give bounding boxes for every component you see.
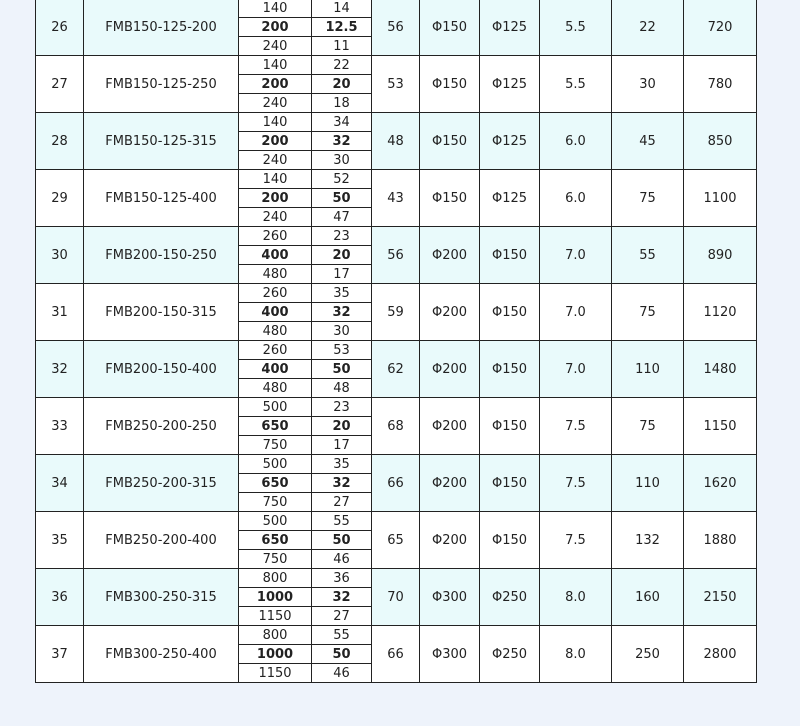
outlet-diameter: Φ125	[480, 113, 540, 170]
model-name: FMB300-250-400	[84, 626, 239, 683]
flow-value: 500	[239, 398, 312, 417]
inlet-diameter: Φ200	[420, 455, 480, 512]
model-name: FMB200-150-400	[84, 341, 239, 398]
flow-value: 140	[239, 56, 312, 75]
efficiency: 56	[372, 227, 420, 284]
head-value: 46	[312, 550, 372, 569]
inlet-diameter: Φ150	[420, 0, 480, 56]
motor-power: 160	[612, 569, 684, 626]
pump-weight: 2800	[684, 626, 757, 683]
table-row	[36, 284, 757, 303]
model-name: FMB300-250-315	[84, 569, 239, 626]
model-name: FMB150-125-250	[84, 56, 239, 113]
head-value: 35	[312, 455, 372, 474]
efficiency: 68	[372, 398, 420, 455]
head-value: 27	[312, 493, 372, 512]
inlet-diameter: Φ300	[420, 626, 480, 683]
head-value: 35	[312, 284, 372, 303]
motor-power: 110	[612, 341, 684, 398]
inlet-diameter: Φ200	[420, 341, 480, 398]
head-value: 11	[312, 37, 372, 56]
table-row	[36, 227, 757, 246]
efficiency: 43	[372, 170, 420, 227]
outlet-diameter: Φ150	[480, 341, 540, 398]
table-row	[36, 455, 757, 474]
flow-value: 480	[239, 379, 312, 398]
flow-value: 200	[239, 189, 312, 208]
pump-weight: 1150	[684, 398, 757, 455]
model-name: FMB250-200-250	[84, 398, 239, 455]
model-name: FMB150-125-400	[84, 170, 239, 227]
head-value: 27	[312, 607, 372, 626]
head-value: 30	[312, 151, 372, 170]
flow-value: 750	[239, 436, 312, 455]
flow-value: 140	[239, 0, 312, 18]
head-value: 17	[312, 436, 372, 455]
outlet-diameter: Φ150	[480, 455, 540, 512]
motor-power: 75	[612, 170, 684, 227]
outlet-diameter: Φ125	[480, 170, 540, 227]
npsh-value: 5.5	[540, 0, 612, 56]
pump-weight: 890	[684, 227, 757, 284]
npsh-value: 7.5	[540, 398, 612, 455]
npsh-value: 7.0	[540, 227, 612, 284]
npsh-value: 7.5	[540, 512, 612, 569]
head-value: 34	[312, 113, 372, 132]
efficiency: 66	[372, 455, 420, 512]
model-name: FMB150-125-315	[84, 113, 239, 170]
inlet-diameter: Φ200	[420, 284, 480, 341]
npsh-value: 8.0	[540, 569, 612, 626]
npsh-value: 7.0	[540, 284, 612, 341]
flow-value: 480	[239, 265, 312, 284]
table-row	[36, 0, 757, 18]
outlet-diameter: Φ150	[480, 227, 540, 284]
flow-value: 400	[239, 360, 312, 379]
outlet-diameter: Φ150	[480, 512, 540, 569]
row-number: 37	[36, 626, 84, 683]
flow-value: 200	[239, 75, 312, 94]
npsh-value: 6.0	[540, 113, 612, 170]
pump-weight: 1620	[684, 455, 757, 512]
efficiency: 66	[372, 626, 420, 683]
efficiency: 62	[372, 341, 420, 398]
table-row	[36, 626, 757, 645]
row-number: 32	[36, 341, 84, 398]
row-number: 35	[36, 512, 84, 569]
head-value: 20	[312, 246, 372, 265]
row-number: 27	[36, 56, 84, 113]
table-row	[36, 512, 757, 531]
flow-value: 140	[239, 113, 312, 132]
head-value: 23	[312, 227, 372, 246]
flow-value: 650	[239, 417, 312, 436]
motor-power: 55	[612, 227, 684, 284]
table-body	[36, 0, 757, 683]
head-value: 32	[312, 588, 372, 607]
head-value: 32	[312, 474, 372, 493]
inlet-diameter: Φ150	[420, 170, 480, 227]
flow-value: 1000	[239, 645, 312, 664]
motor-power: 75	[612, 284, 684, 341]
head-value: 47	[312, 208, 372, 227]
head-value: 53	[312, 341, 372, 360]
inlet-diameter: Φ200	[420, 227, 480, 284]
flow-value: 240	[239, 94, 312, 113]
flow-value: 750	[239, 493, 312, 512]
efficiency: 56	[372, 0, 420, 56]
row-number: 28	[36, 113, 84, 170]
flow-value: 260	[239, 284, 312, 303]
flow-value: 750	[239, 550, 312, 569]
head-value: 52	[312, 170, 372, 189]
head-value: 55	[312, 626, 372, 645]
inlet-diameter: Φ200	[420, 512, 480, 569]
flow-value: 260	[239, 341, 312, 360]
head-value: 55	[312, 512, 372, 531]
row-number: 29	[36, 170, 84, 227]
head-value: 48	[312, 379, 372, 398]
pump-weight: 720	[684, 0, 757, 56]
flow-value: 1000	[239, 588, 312, 607]
efficiency: 65	[372, 512, 420, 569]
page-bottom-margin	[0, 705, 800, 726]
motor-power: 75	[612, 398, 684, 455]
inlet-diameter: Φ150	[420, 113, 480, 170]
row-number: 34	[36, 455, 84, 512]
outlet-diameter: Φ250	[480, 626, 540, 683]
head-value: 50	[312, 531, 372, 550]
head-value: 50	[312, 189, 372, 208]
motor-power: 22	[612, 0, 684, 56]
outlet-diameter: Φ150	[480, 284, 540, 341]
efficiency: 59	[372, 284, 420, 341]
inlet-diameter: Φ200	[420, 398, 480, 455]
flow-value: 400	[239, 303, 312, 322]
head-value: 46	[312, 664, 372, 683]
outlet-diameter: Φ250	[480, 569, 540, 626]
row-number: 26	[36, 0, 84, 56]
model-name: FMB250-200-400	[84, 512, 239, 569]
model-name: FMB150-125-200	[84, 0, 239, 56]
efficiency: 48	[372, 113, 420, 170]
npsh-value: 5.5	[540, 56, 612, 113]
head-value: 32	[312, 303, 372, 322]
pump-weight: 2150	[684, 569, 757, 626]
row-number: 33	[36, 398, 84, 455]
inlet-diameter: Φ300	[420, 569, 480, 626]
head-value: 36	[312, 569, 372, 588]
motor-power: 132	[612, 512, 684, 569]
model-name: FMB200-150-250	[84, 227, 239, 284]
motor-power: 110	[612, 455, 684, 512]
pump-spec-table	[35, 0, 757, 683]
head-value: 18	[312, 94, 372, 113]
flow-value: 240	[239, 151, 312, 170]
flow-value: 1150	[239, 607, 312, 626]
head-value: 22	[312, 56, 372, 75]
head-value: 32	[312, 132, 372, 151]
head-value: 30	[312, 322, 372, 341]
outlet-diameter: Φ125	[480, 56, 540, 113]
npsh-value: 8.0	[540, 626, 612, 683]
head-value: 23	[312, 398, 372, 417]
row-number: 36	[36, 569, 84, 626]
flow-value: 1150	[239, 664, 312, 683]
motor-power: 45	[612, 113, 684, 170]
table-row	[36, 398, 757, 417]
motor-power: 250	[612, 626, 684, 683]
outlet-diameter: Φ150	[480, 398, 540, 455]
table-row	[36, 569, 757, 588]
flow-value: 200	[239, 18, 312, 37]
flow-value: 650	[239, 531, 312, 550]
pump-weight: 1480	[684, 341, 757, 398]
flow-value: 500	[239, 512, 312, 531]
flow-value: 140	[239, 170, 312, 189]
head-value: 12.5	[312, 18, 372, 37]
inlet-diameter: Φ150	[420, 56, 480, 113]
head-value: 20	[312, 75, 372, 94]
flow-value: 650	[239, 474, 312, 493]
flow-value: 240	[239, 208, 312, 227]
model-name: FMB250-200-315	[84, 455, 239, 512]
table-row	[36, 113, 757, 132]
head-value: 50	[312, 645, 372, 664]
row-number: 31	[36, 284, 84, 341]
flow-value: 200	[239, 132, 312, 151]
table-row	[36, 56, 757, 75]
row-number: 30	[36, 227, 84, 284]
pump-weight: 1880	[684, 512, 757, 569]
pump-weight: 850	[684, 113, 757, 170]
pump-weight: 1100	[684, 170, 757, 227]
outlet-diameter: Φ125	[480, 0, 540, 56]
head-value: 14	[312, 0, 372, 18]
flow-value: 400	[239, 246, 312, 265]
efficiency: 53	[372, 56, 420, 113]
flow-value: 500	[239, 455, 312, 474]
model-name: FMB200-150-315	[84, 284, 239, 341]
efficiency: 70	[372, 569, 420, 626]
motor-power: 30	[612, 56, 684, 113]
pump-weight: 1120	[684, 284, 757, 341]
flow-value: 480	[239, 322, 312, 341]
flow-value: 240	[239, 37, 312, 56]
flow-value: 260	[239, 227, 312, 246]
npsh-value: 7.5	[540, 455, 612, 512]
table-row	[36, 170, 757, 189]
table-row	[36, 341, 757, 360]
pump-weight: 780	[684, 56, 757, 113]
npsh-value: 7.0	[540, 341, 612, 398]
head-value: 50	[312, 360, 372, 379]
head-value: 20	[312, 417, 372, 436]
flow-value: 800	[239, 569, 312, 588]
npsh-value: 6.0	[540, 170, 612, 227]
flow-value: 800	[239, 626, 312, 645]
head-value: 17	[312, 265, 372, 284]
